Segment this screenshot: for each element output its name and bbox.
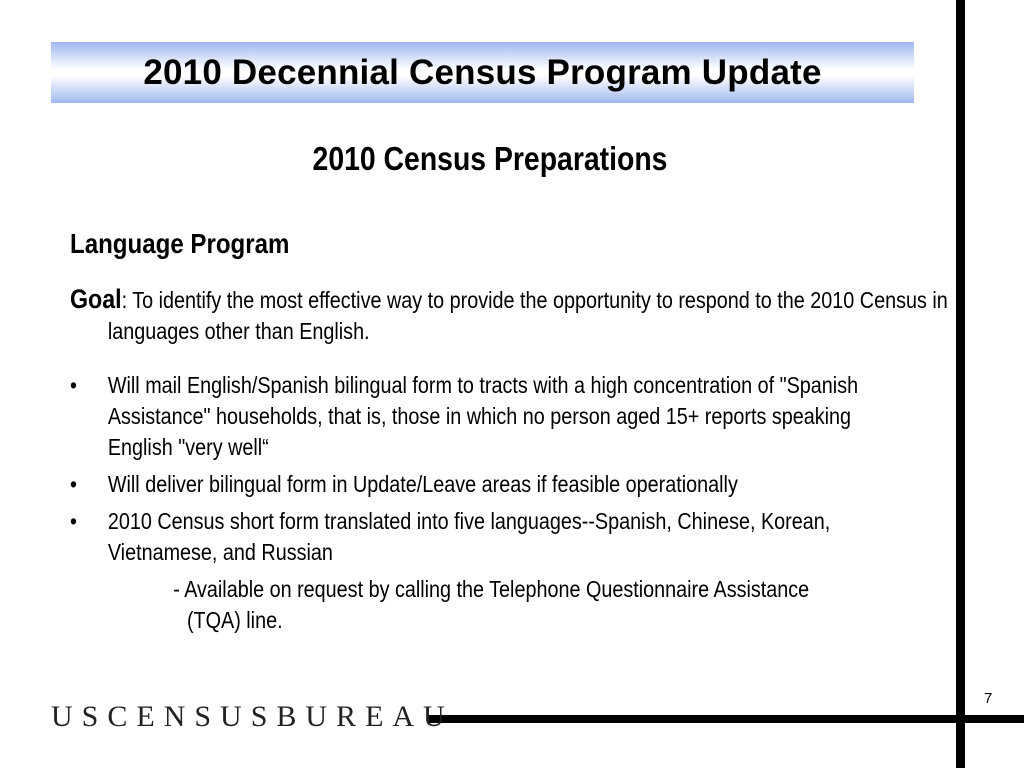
footer-divider-line	[427, 715, 1024, 723]
slide-title: 2010 Decennial Census Program Update	[143, 52, 822, 92]
slide-body	[70, 228, 948, 636]
title-banner	[51, 42, 914, 103]
bullet-icon: •	[70, 372, 77, 398]
list-item	[70, 469, 913, 500]
sub-item: - Available on request by calling the Telephone Questionnaire Assistance (TQA) line.	[173, 576, 810, 633]
section-heading: Language Program	[70, 228, 290, 259]
list-item	[70, 370, 913, 463]
slide-subtitle: 2010 Census Preparations	[312, 140, 668, 177]
bullet-icon: •	[70, 471, 77, 497]
page-number: 7	[984, 690, 993, 707]
list-item	[70, 506, 913, 568]
census-bureau-logo: USCENSUSBUREAU	[51, 700, 454, 733]
goal-separator: :	[121, 287, 128, 313]
vertical-divider-line	[956, 0, 965, 768]
list-item-text: 2010 Census short form translated into five languages--Spanish, Chinese, Korean, Vietnamese, and Russian	[107, 508, 831, 565]
goal-text: To identify the most effective way to provide the opportunity to respond to the 2010 Census in languages other than English.	[107, 287, 948, 344]
list-item-text: Will mail English/Spanish bilingual form to tracts with a high concentration of "Spanish Assistance" households, that is, those in which no person aged 15+ reports speaking English "very well“	[107, 372, 859, 460]
goal-paragraph	[70, 284, 951, 347]
slide-body-text	[70, 228, 948, 636]
bullet-icon: •	[70, 508, 77, 534]
bullet-list	[70, 370, 913, 568]
list-item-text: Will deliver bilingual form in Update/Leave areas if feasible operationally	[107, 471, 738, 497]
goal-label: Goal	[70, 284, 122, 314]
